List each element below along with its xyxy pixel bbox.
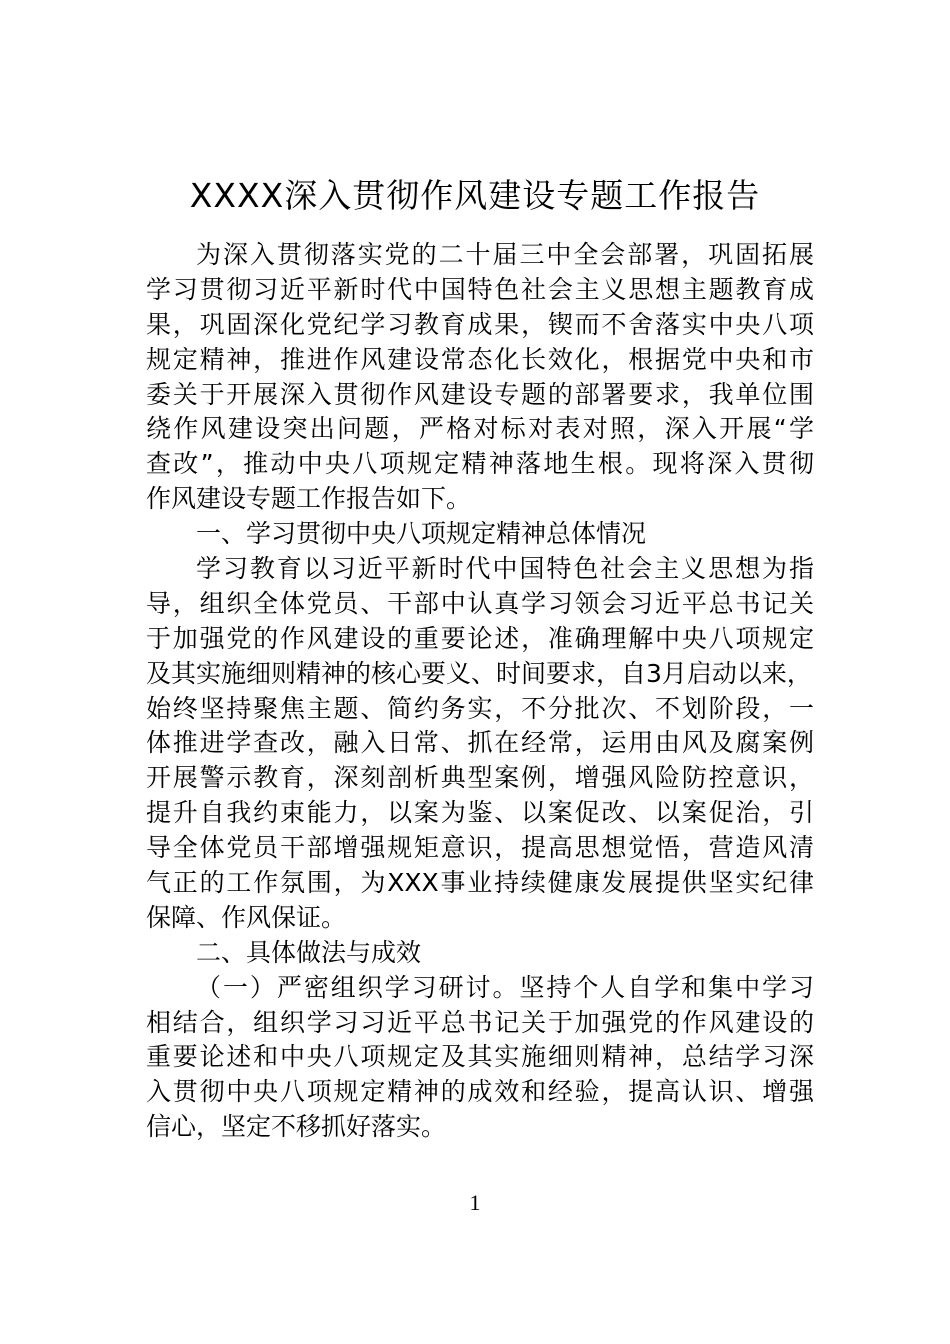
document-body: [146, 238, 814, 1145]
text-line: 气正的工作氛围，为XXX事业持续健康发展提供坚实纪律: [146, 868, 814, 898]
text-line: 入贯彻中央八项规定精神的成效和经验，提高认识、增强: [146, 1077, 814, 1107]
text-line: 信心，坚定不移抓好落实。: [146, 1112, 447, 1142]
text-line: 导全体党员干部增强规矩意识，提高思想觉悟，营造风清: [146, 833, 814, 863]
text-line: 开展警示教育，深刻剖析典型案例，增强风险防控意识，: [146, 763, 814, 793]
text-line: 重要论述和中央八项规定及其实施细则精神，总结学习深: [146, 1042, 814, 1072]
text-line: 体推进学查改，融入日常、抓在经常，运用由风及腐案例: [146, 728, 814, 758]
text-line: 果，巩固深化党纪学习教育成果，锲而不舍落实中央八项: [146, 309, 814, 339]
section-heading: 二、具体做法与成效: [196, 937, 422, 967]
text-line: 规定精神，推进作风建设常态化长效化，根据党中央和市: [146, 344, 814, 374]
text-line: 学习贯彻习近平新时代中国特色社会主义思想主题教育成: [146, 274, 814, 304]
section-heading: 一、学习贯彻中央八项规定精神总体情况: [196, 519, 647, 549]
text-line: 为深入贯彻落实党的二十届三中全会部署，巩固拓展: [196, 240, 814, 269]
text-line: 始终坚持聚焦主题、简约务实，不分批次、不划阶段，一: [146, 693, 814, 723]
text-line: 查改”，推动中央八项规定精神落地生根。现将深入贯彻: [146, 449, 814, 479]
text-line: 学习教育以习近平新时代中国特色社会主义思想为指: [196, 554, 814, 584]
document-title: XXXX深入贯彻作风建设专题工作报告: [189, 176, 761, 215]
text-line: 提升自我约束能力，以案为鉴、以案促改、以案促治，引: [146, 798, 814, 828]
text-line: 相结合，组织学习习近平总书记关于加强党的作风建设的: [146, 1007, 814, 1037]
text-line: 保障、作风保证。: [146, 902, 347, 932]
page-number: 1: [469, 1190, 481, 1215]
text-line: 绕作风建设突出问题，严格对标对表对照，深入开展“学: [146, 414, 814, 444]
text-line: 作风建设专题工作报告如下。: [146, 484, 472, 514]
text-line: 委关于开展深入贯彻作风建设专题的部署要求，我单位围: [146, 379, 814, 409]
text-line: （一）严密组织学习研讨。坚持个人自学和集中学习: [196, 972, 814, 1002]
text-line: 于加强党的作风建设的重要论述，准确理解中央八项规定: [146, 623, 814, 653]
text-line: 及其实施细则精神的核心要义、时间要求，自3月启动以来，: [146, 658, 812, 688]
text-line: 导，组织全体党员、干部中认真学习领会习近平总书记关: [146, 588, 814, 618]
